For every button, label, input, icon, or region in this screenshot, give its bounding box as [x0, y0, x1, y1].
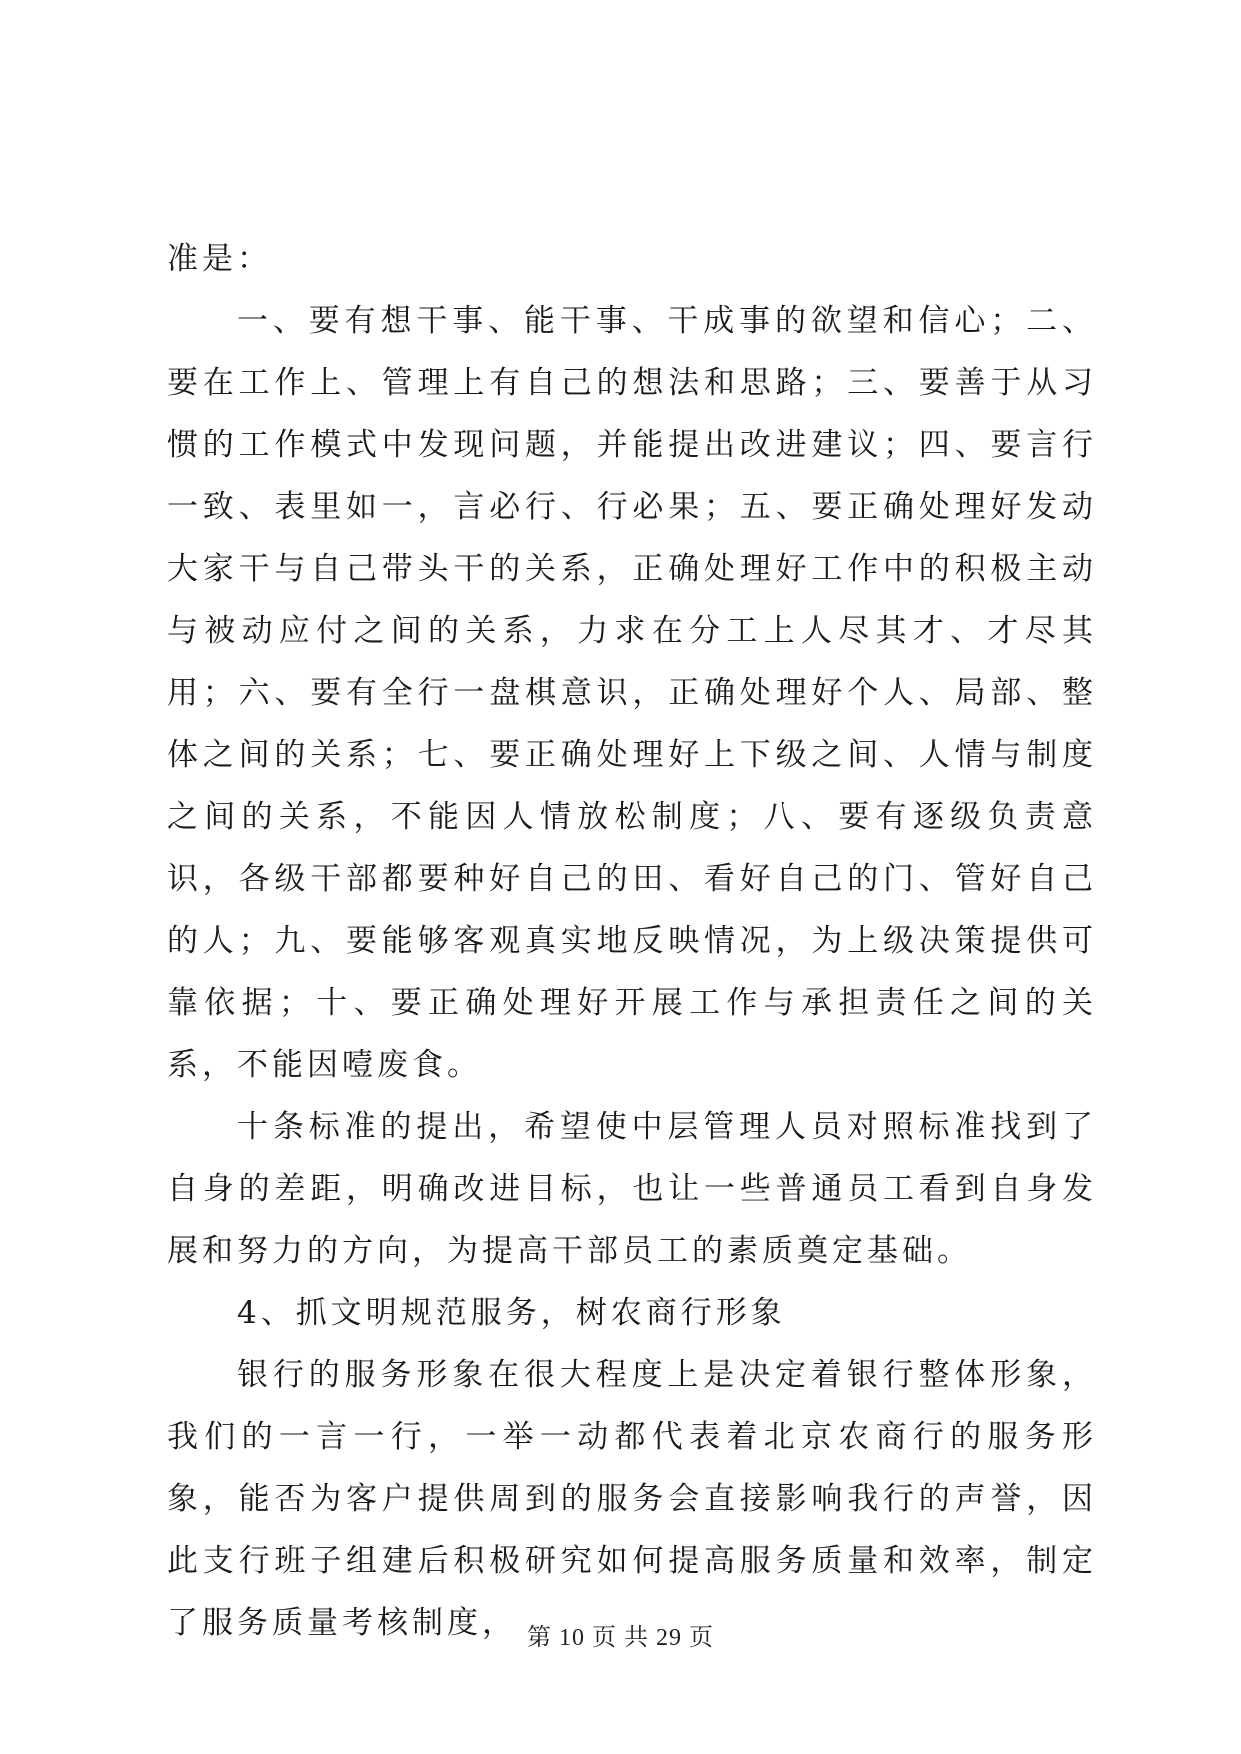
page-number-footer: 第 10 页 共 29 页 — [527, 1625, 714, 1651]
document-body — [167, 228, 1097, 1654]
paragraph-service-image: 银行的服务形象在很大程度上是决定着银行整体形象，我们的一言一行，一举一动都代表着北京农商行的服务形象，能否为客户提供周到的服务会直接影响我行的声誉，因此支行班子组建后积极研究如何提高服务质量和效率，制定了服务质量考核制度， — [167, 1357, 1097, 1641]
paragraph-standards-purpose: 十条标准的提出，希望使中层管理人员对照标准找到了自身的差距，明确改进目标，也让一些普通员工看到自身发展和努力的方向，为提高干部员工的素质奠定基础。 — [167, 1109, 1097, 1269]
paragraph-standards-intro: 准是： — [167, 241, 272, 277]
section-heading: 4、抓文明规范服务，树农商行形象 — [237, 1295, 786, 1331]
paragraph-ten-standards: 一、要有想干事、能干事、干成事的欲望和信心；二、要在工作上、管理上有自己的想法和思路；三、要善于从习惯的工作模式中发现问题，并能提出改进建议；四、要言行一致、表里如一，言必行、行必果；五、要正确处理好发动大家干与自己带头干的关系，正确处理好工作中的积极主动与被动应付之间的关系，力求在分工上人尽其才、才尽其用；六、要有全行一盘棋意识，正确处理好个人、局部、整体之间的关系；七、要正确处理好上下级之间、人情与制度之间的关系，不能因人情放松制度；八、要有逐级负责意识，各级干部都要种好自己的田、看好自己的门、管好自己的人；九、要能够客观真实地反映情况，为上级决策提供可靠依据；十、要正确处理好开展工作与承担责任之间的关系，不能因噎废食。 — [167, 303, 1097, 1083]
